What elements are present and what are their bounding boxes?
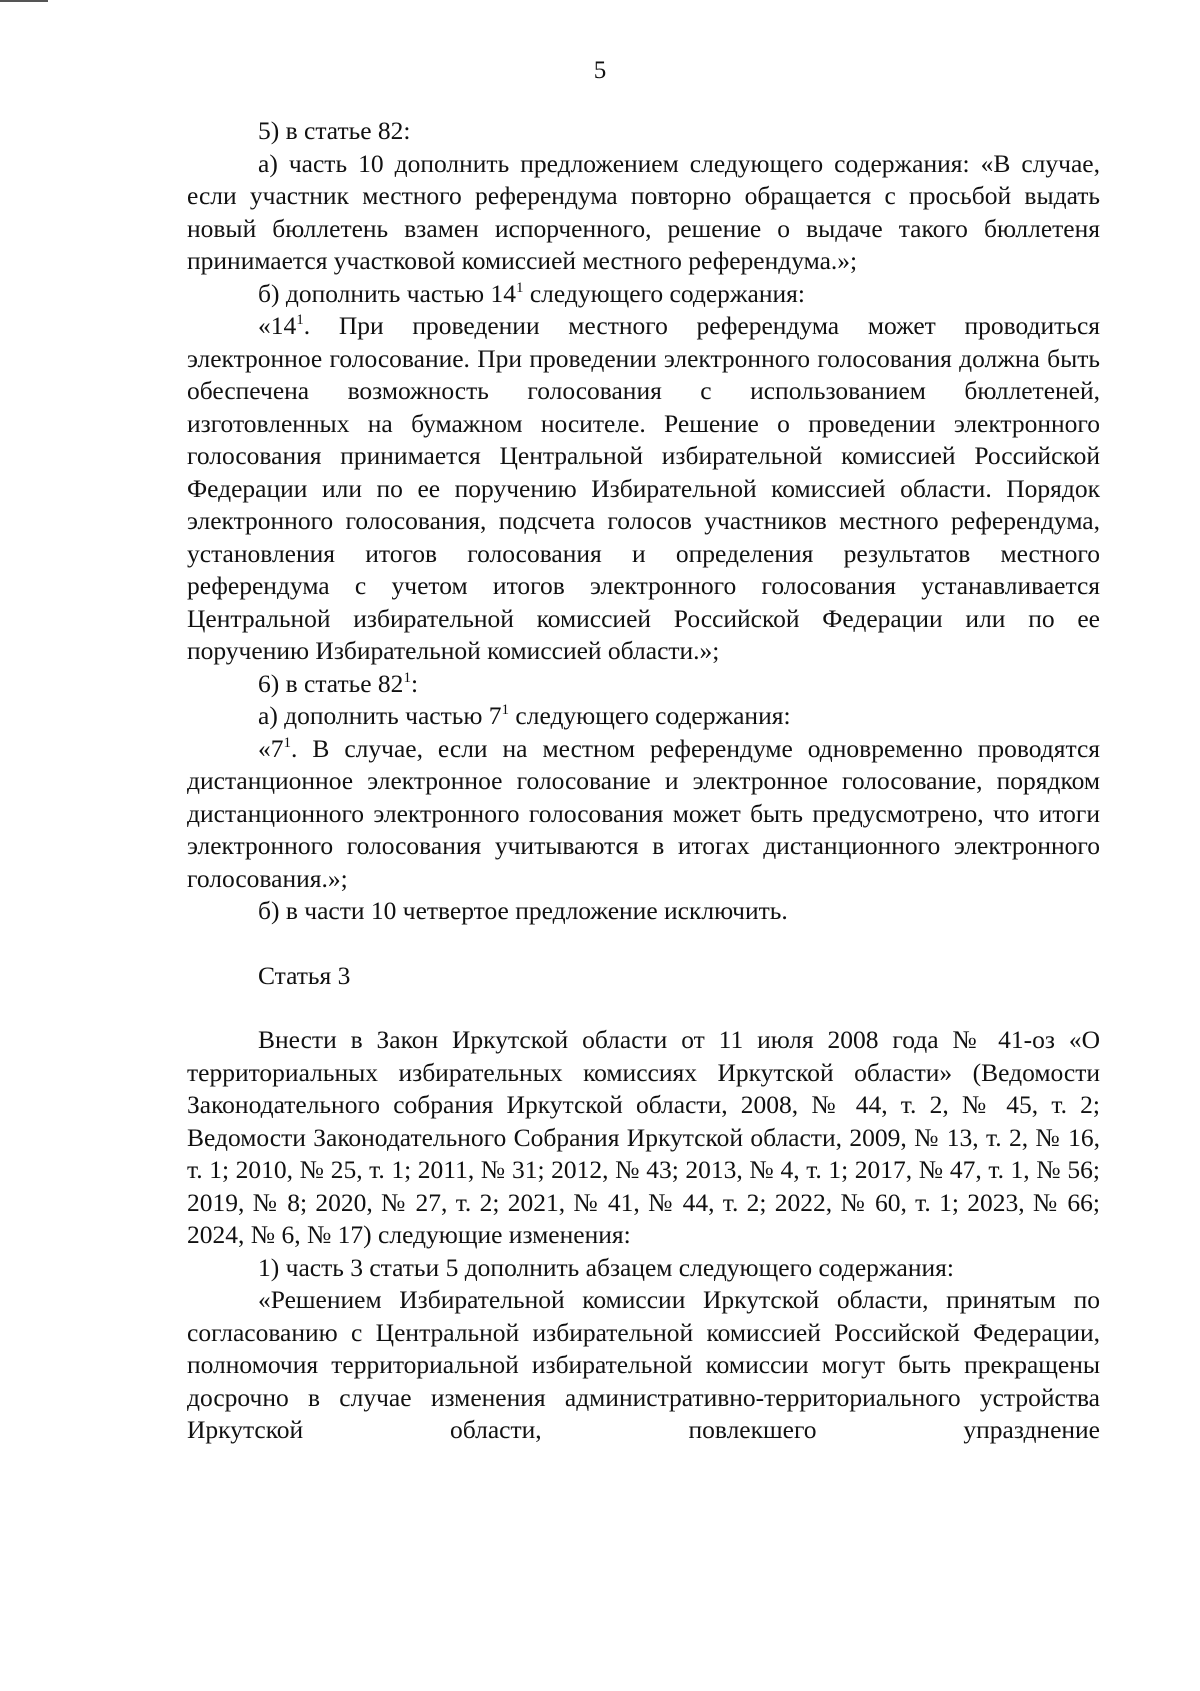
paragraph-article-5-part-3: 1) часть 3 статьи 5 дополнить абзацем следующего содержания:	[258, 1252, 954, 1282]
superscript: 1	[296, 312, 304, 328]
superscript: 1	[403, 669, 411, 686]
spacer	[187, 928, 1100, 960]
superscript: 1	[501, 702, 510, 718]
paragraph-article-82: 5) в статье 82:	[258, 116, 411, 145]
paragraph-law-amendment-intro: Внести в Закон Иркутской области от 11 июля 2008 года № 41-оз «О территориальных избирательных комиссиях Иркутской области» (Ведомости Законодательного собрания Иркутской области, 2008, № 44, т. 2, № 45, т. 2; Ведомости Законодательного Собрания Иркутской области, 2009, № 13, т. 2, № 16, т. 1; 2010, № 25, т. 1; 2011, № 31; 2012, № 43; 2013, № 4, т. 1; 2017, № 47, т. 1, № 56; 2019, № 8; 2020, № 27, т. 2; 2021, № 41, № 44, т. 2; 2022, № 60, т. 1; 2023, № 66; 2024, № 6, № 17) следующие изменения:	[187, 1025, 1100, 1249]
document-body	[187, 115, 1100, 1447]
superscript: 1	[515, 279, 524, 296]
page-number: 5	[593, 57, 607, 84]
superscript: 1	[283, 734, 291, 751]
paragraph-part-10-exclusion: б) в части 10 четвертое предложение исключить.	[258, 896, 788, 925]
paragraph-add-part-14-1: б) дополнить частью $14^1$ следующего содержания:	[258, 278, 805, 308]
spacer	[187, 992, 1100, 1024]
scan-corner-mark	[0, 0, 48, 8]
paragraph-decision-text: «Решением Избирательной комиссии Иркутской области, принятым по согласованию с Центральной избирательной комиссией Российской Федерации, полномочия территориальной избирательной комиссии могут быть прекращены досрочно в случае изменения административно-территориального устройства Иркутской области, повлекшего упразднение	[187, 1285, 1100, 1444]
paragraph-part-14-1-text: «$14^1$. При проведении местного референдума может проводиться электронное голосование. При проведении электронного голосования должна быть обеспечена возможность голосования с использованием бюллетеней, изготовленных на бумажном носителе. Решение о проведении электронного голосования принимается Центральной избирательной комиссией Российской Федерации или по ее поручению Избирательной комиссией области. Порядок электронного голосования, подсчета голосов участников местного референдума, установления итогов голосования и определения результатов местного референдума с учетом итогов электронного голосования устанавливается Центральной избирательной комиссией Российской Федерации или по ее поручению Избирательной комиссией области.»;	[187, 311, 1100, 665]
paragraph-part-10-amendment: а) часть 10 дополнить предложением следующего содержания: «В случае, если участник местного референдума повторно обращается с просьбой выдать новый бюллетень взамен испорченного, решение о выдаче такого бюллетеня принимается участковой комиссией местного референдума.»;	[187, 148, 1100, 275]
paragraph-part-7-1-text: «$7^1$. В случае, если на местном референдуме одновременно проводятся дистанционное электронное голосование и электронное голосование, порядком дистанционного электронного голосования может быть предусмотрено, что итоги электронного голосования учитываются в итогах дистанционного электронного голосования.»;	[187, 733, 1100, 893]
article-heading: Статья 3	[258, 960, 351, 990]
paragraph-add-part-7-1: а) дополнить частью $7^1$ следующего содержания:	[258, 701, 791, 730]
paragraph-article-82-1: 6) в статье $82^1$:	[258, 668, 419, 698]
